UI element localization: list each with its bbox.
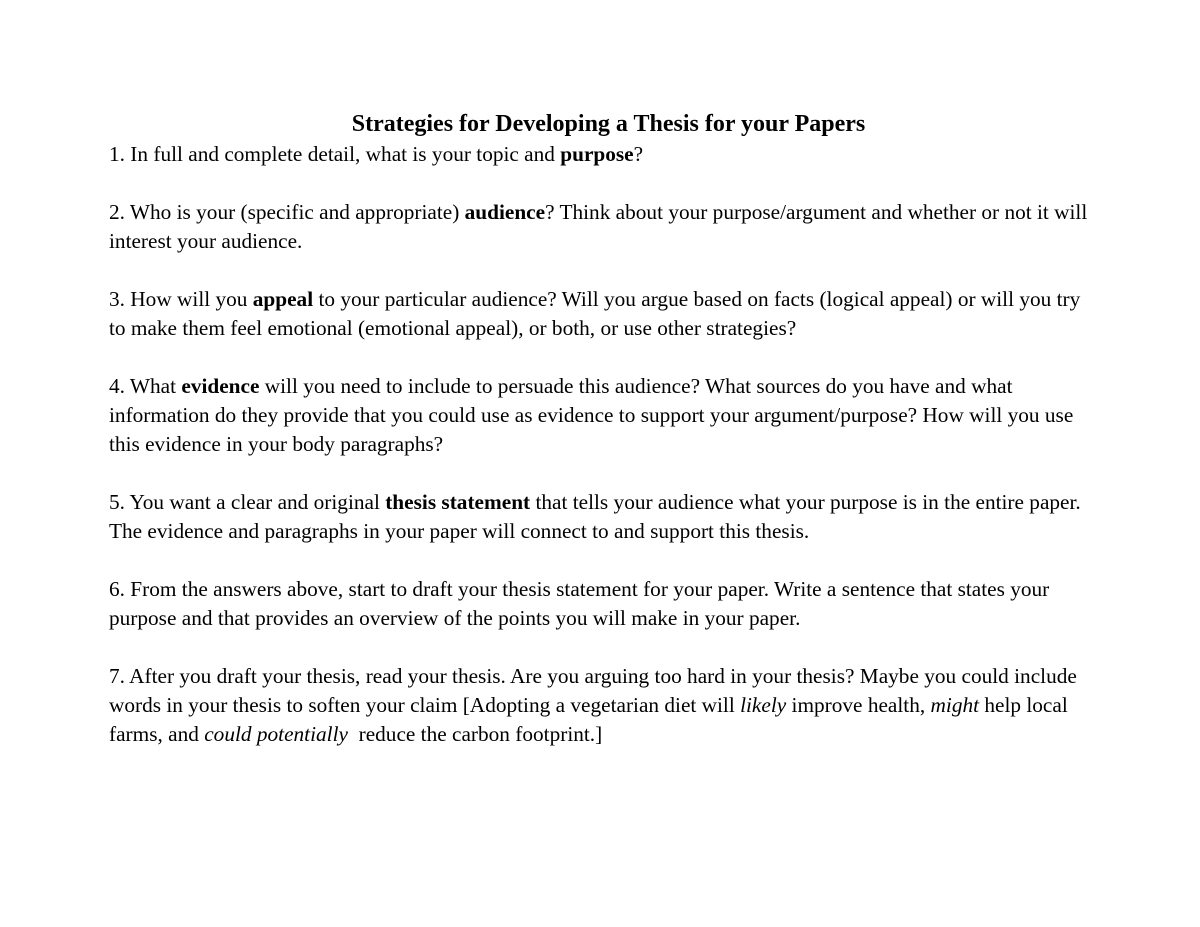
hedge-word: might <box>930 693 980 717</box>
item-text-segment: that tells your audience what your purpose is in the entire paper. The evidence and paragraphs in your paper will connect to and support this thesis. <box>109 490 1081 543</box>
item-text-segment: to your particular audience? Will you argue based on facts (logical appeal) or will you try to make them feel emotional (emotional appeal), or both, or use other strategies? <box>109 287 1081 340</box>
hedge-word: likely <box>740 693 787 717</box>
item-text <box>109 662 1099 749</box>
emphasis-term: audience <box>464 200 546 224</box>
hedge-word: could potentially <box>204 722 348 746</box>
page-title: Strategies for Developing a Thesis for your Papers <box>351 111 866 137</box>
item-text-segment: 3. How will you <box>109 287 253 311</box>
emphasis-term: appeal <box>252 287 314 311</box>
list-item-7 <box>109 662 1099 749</box>
item-text <box>109 140 1099 169</box>
item-text-segment: 4. What <box>109 374 182 398</box>
item-text-segment: 1. In full and complete detail, what is your topic and <box>109 142 561 166</box>
item-text-segment: 7. After you draft your thesis, read your thesis. Are you arguing too hard in your thesis? Maybe you could include words in your thesis to soften your claim [Adopting a vegetarian diet will <box>109 664 1077 717</box>
item-text-segment: reduce the carbon footprint.] <box>347 722 603 746</box>
item-text: 6. From the answers above, start to draft your thesis statement for your paper. Write a sentence that states your purpose and that provides an overview of the points you will make in your paper. <box>109 577 1050 630</box>
item-text-segment: will you need to include to persuade this audience? What sources do you have and what information do they provide that you could use as evidence to support your argument/purpose? How will you use this evidence in your body paragraphs? <box>109 374 1074 456</box>
item-text <box>109 285 1099 343</box>
list-item-3 <box>109 285 1099 343</box>
item-text <box>109 372 1099 459</box>
list-item-4 <box>109 372 1099 459</box>
emphasis-term: purpose <box>560 142 634 166</box>
item-text <box>109 198 1099 256</box>
item-text-segment: 5. You want a clear and original <box>109 490 386 514</box>
item-text-segment: improve health, <box>786 693 931 717</box>
item-text-segment: ? <box>633 142 644 166</box>
item-text-segment: ? Think about your purpose/argument and whether or not it will interest your audience. <box>109 200 1088 253</box>
list-item-1 <box>109 140 1099 169</box>
document-body <box>109 108 1099 778</box>
emphasis-term: thesis statement <box>385 490 531 514</box>
item-text-segment: help local farms, and <box>109 693 1068 746</box>
list-item-2 <box>109 198 1099 256</box>
item-text <box>109 488 1099 546</box>
item-text-segment: 2. Who is your (specific and appropriate) <box>109 200 465 224</box>
emphasis-term: evidence <box>181 374 260 398</box>
list-item-6 <box>109 575 1099 633</box>
list-item-5 <box>109 488 1099 546</box>
